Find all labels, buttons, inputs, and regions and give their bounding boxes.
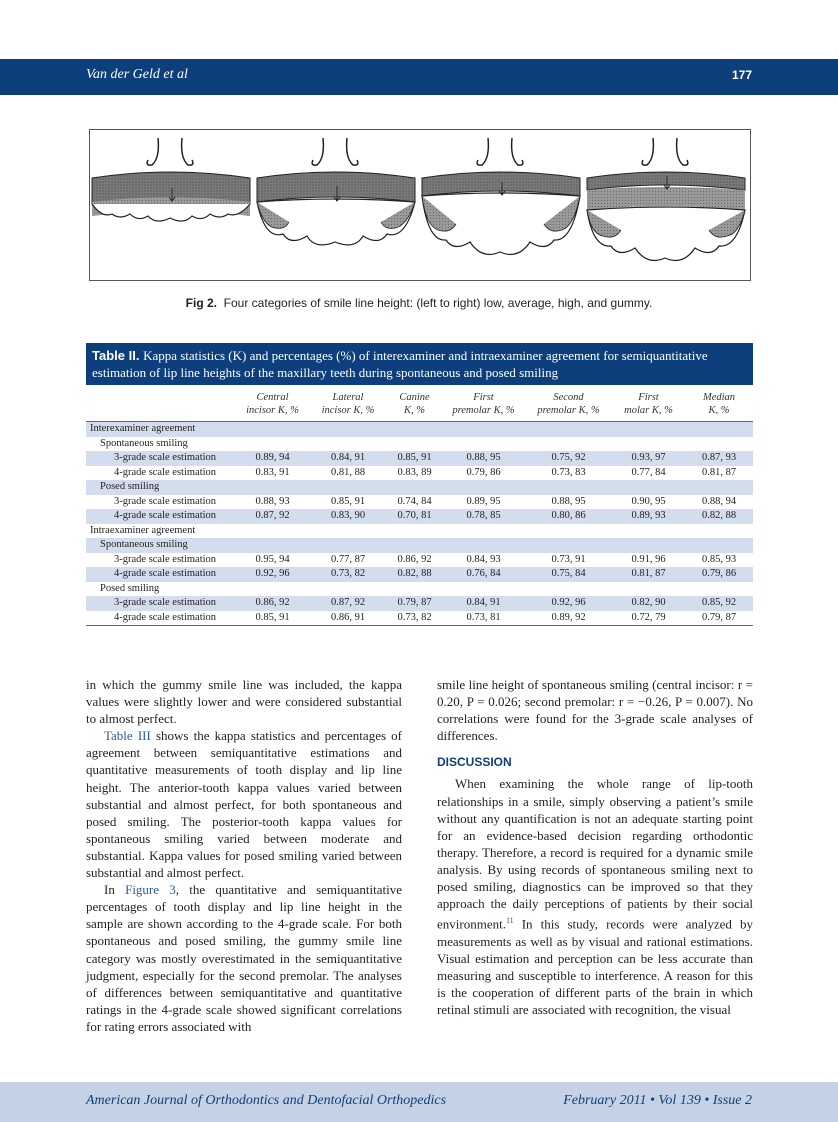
table-row: [86, 437, 753, 452]
table-row: [86, 422, 753, 437]
footer-issue: February 2011 • Vol 139 • Issue 2: [563, 1093, 752, 1108]
table-row: [86, 567, 753, 582]
header-author: Van der Geld et al: [86, 67, 188, 82]
section-heading: DISCUSSION: [437, 755, 512, 770]
table-cell: 0.82, 88: [387, 567, 442, 582]
table-link[interactable]: Table III: [104, 728, 151, 744]
table-cell: 0.85, 93: [701, 553, 737, 565]
table-cell: [236, 538, 309, 553]
table-cell: 0.88, 95: [551, 495, 586, 507]
table-cell: 0.72, 79: [612, 611, 685, 626]
table-cell: [612, 538, 685, 553]
row-label: Spontaneous smiling: [86, 538, 236, 553]
table-cell: 0.85, 91: [387, 451, 442, 466]
kappa-table: [86, 386, 753, 626]
table-cell: [387, 538, 442, 553]
table-cell: 0.79, 86: [685, 567, 753, 582]
table-cell: 0.92, 96: [236, 567, 309, 582]
col-header: Central incisor K, %: [246, 392, 299, 416]
table-cell: 0.81, 88: [330, 466, 366, 478]
table-cell: [612, 422, 685, 437]
figure-caption-label: Fig 2.: [185, 296, 217, 310]
kappa-table-container: [86, 343, 753, 626]
table-cell: 0.77, 84: [631, 466, 666, 478]
body-column-left: [86, 676, 402, 1035]
table-cell: 0.89, 95: [466, 495, 501, 507]
page-number: 177: [731, 68, 752, 82]
row-label: 4-grade scale estimation: [86, 509, 236, 524]
table-cell: 0.74, 84: [397, 495, 432, 507]
col-header: First molar K, %: [624, 392, 673, 416]
row-label: 3-grade scale estimation: [86, 451, 236, 466]
table-cell: [525, 437, 612, 452]
table-cell: [685, 524, 753, 539]
table-cell: [387, 480, 442, 495]
table-cell: [442, 437, 525, 452]
table-cell: [387, 437, 442, 452]
table-cell: 0.73, 91: [551, 553, 586, 565]
table-header-row: [86, 386, 753, 422]
col-header: Canine K, %: [399, 392, 430, 416]
table-cell: [442, 582, 525, 597]
table-cell: 0.73, 81: [442, 611, 525, 626]
table-cell: 0.87, 92: [309, 596, 387, 611]
table-cell: 0.86, 92: [236, 596, 309, 611]
table-row: [86, 596, 753, 611]
paragraph: In Figure 3, the quantitative and semiquantitative percentages of tooth display and lip line height in the sample are shown according to the 4-grade scale. For both spontaneous and posed smiling, the gummy smile line category was mostly overestimated in the semiquantitative judgment, especially for the second premolar. The analyses of differences between semiquantitative and quantitative ratings in the 4-grade scale showed significant correlations for rating errors associated with: [86, 882, 402, 1034]
table-cell: 0.73, 82: [309, 567, 387, 582]
table-cell: [309, 582, 387, 597]
smile-line-illustration: [90, 130, 750, 280]
row-label: 3-grade scale estimation: [86, 596, 236, 611]
table-row: [86, 582, 753, 597]
table-cell: [309, 524, 387, 539]
table-row: [86, 611, 753, 626]
table-row: [86, 524, 753, 539]
table-cell: [309, 422, 387, 437]
body-column-right: [437, 676, 753, 1018]
table-cell: [309, 437, 387, 452]
row-label: Interexaminer agreement: [86, 422, 236, 437]
table-cell: 0.88, 94: [701, 495, 737, 507]
table-cell: [685, 437, 753, 452]
row-label: Intraexaminer agreement: [90, 524, 196, 536]
figure-link[interactable]: Figure 3: [125, 882, 176, 898]
panel-low: [92, 138, 250, 221]
table-cell: [387, 422, 442, 437]
table-cell: 0.73, 82: [387, 611, 442, 626]
paragraph: When examining the whole range of lip-tooth relationships in a smile, simply observing a patient’s smile without any quantification is not an adequate starting point for an evidence-based decision regarding orthodontic therapy. Therefore, a record is required for a dynamic smile analysis. By using records of spontaneous smiling next to posed smiling, diagnostics can be improved so that they approach the daily perceptions of patients by their social environment.$^{11}$ In this study, records were analyzed by measurements as well as by visual and rational estimations. Visual estimation and perception can be less accurate than measuring and susceptible to interference. A reason for this is the cooperation of different parts of the brain in which retinal stimuli are associated with recognition, the visual: [437, 776, 753, 1018]
panel-gummy: [587, 138, 745, 260]
table-cell: 0.81, 87: [701, 466, 737, 478]
paragraph: in which the gummy smile line was included, the kappa values were slightly lower and were considered substantial to almost perfect.: [86, 677, 402, 727]
table-cell: 0.95, 94: [255, 553, 290, 565]
figure-caption-text: Four categories of smile line height: (left to right) low, average, high, and gummy.: [223, 296, 653, 310]
table-cell: 0.79, 86: [466, 466, 501, 478]
table-header-label: [86, 386, 236, 422]
table-cell: [612, 582, 685, 597]
table-row: [86, 480, 753, 495]
col-header: Second premolar K, %: [537, 392, 600, 416]
table-cell: [612, 437, 685, 452]
table-cell: [525, 538, 612, 553]
footer-journal: American Journal of Orthodontics and Dentofacial Orthopedics: [86, 1093, 447, 1108]
table-cell: [236, 422, 309, 437]
table-caption-text: Kappa statistics (K) and percentages (%) of interexaminer and intraexaminer agreement for semiquantitative estimation of lip line heights of the maxillary teeth during spontaneous and posed smiling: [92, 348, 708, 380]
table-cell: [442, 538, 525, 553]
table-cell: [442, 480, 525, 495]
table-cell: [525, 480, 612, 495]
table-cell: 0.79, 87: [685, 611, 753, 626]
table-cell: 0.79, 87: [387, 596, 442, 611]
table-cell: [525, 582, 612, 597]
table-cell: 0.75, 92: [525, 451, 612, 466]
table-cell: 0.70, 81: [387, 509, 442, 524]
row-label: 4-grade scale estimation: [86, 567, 236, 582]
table-cell: 0.76, 84: [442, 567, 525, 582]
row-label: 3-grade scale estimation: [114, 495, 217, 507]
table-row: [86, 509, 753, 524]
row-label: 3-grade scale estimation: [114, 553, 217, 565]
table-cell: 0.77, 87: [330, 553, 366, 565]
table-cell: [685, 480, 753, 495]
table-cell: [612, 524, 685, 539]
table-cell: 0.87, 92: [236, 509, 309, 524]
table-cell: 0.90, 95: [631, 495, 666, 507]
table-cell: 0.81, 87: [612, 567, 685, 582]
table-cell: [387, 524, 442, 539]
running-footer: [0, 1082, 838, 1122]
table-cell: [612, 480, 685, 495]
table-cell: 0.83, 89: [397, 466, 432, 478]
figure-caption: [0, 296, 838, 310]
table-cell: [236, 480, 309, 495]
table-cell: 0.73, 83: [551, 466, 586, 478]
table-cell: 0.80, 86: [525, 509, 612, 524]
table-cell: 0.83, 91: [255, 466, 290, 478]
table-cell: [236, 582, 309, 597]
table-row: [86, 466, 753, 481]
reference-link[interactable]: 11: [505, 916, 514, 926]
table-cell: 0.83, 90: [309, 509, 387, 524]
table-cell: [309, 480, 387, 495]
col-header: First premolar K, %: [452, 392, 515, 416]
col-header: Lateral incisor K, %: [321, 392, 375, 416]
table-cell: [685, 422, 753, 437]
table-cell: 0.89, 94: [236, 451, 309, 466]
row-label: Posed smiling: [100, 582, 160, 594]
table-cell: 0.86, 92: [397, 553, 432, 565]
table-row: [86, 495, 753, 510]
table-row: [86, 538, 753, 553]
table-cell: [309, 538, 387, 553]
table-cell: 0.89, 93: [612, 509, 685, 524]
table-cell: 0.93, 97: [612, 451, 685, 466]
table-cell: [442, 422, 525, 437]
table-caption: [86, 343, 753, 385]
table-cell: [685, 582, 753, 597]
table-cell: 0.85, 91: [236, 611, 309, 626]
table-cell: [525, 422, 612, 437]
table-cell: 0.82, 90: [612, 596, 685, 611]
table-row: [86, 553, 753, 568]
row-label: Posed smiling: [86, 480, 236, 495]
row-label: 4-grade scale estimation: [86, 611, 236, 626]
row-label: Spontaneous smiling: [100, 437, 188, 449]
running-header: [0, 59, 838, 95]
table-cell: 0.85, 92: [685, 596, 753, 611]
table-cell: 0.75, 84: [525, 567, 612, 582]
table-cell: [236, 524, 309, 539]
panel-high: [422, 138, 580, 254]
table-cell: 0.89, 92: [525, 611, 612, 626]
table-cell: 0.84, 91: [309, 451, 387, 466]
table-caption-label: Table II.: [92, 348, 140, 363]
table-cell: [387, 582, 442, 597]
table-cell: 0.84, 93: [466, 553, 501, 565]
table-cell: 0.91, 96: [631, 553, 666, 565]
table-row: [86, 451, 753, 466]
smile-line-figure: [89, 129, 751, 281]
table-cell: 0.87, 93: [685, 451, 753, 466]
panel-average: [257, 138, 415, 245]
paragraph: smile line height of spontaneous smiling (central incisor: r = 0.20, P = 0.026; second premolar: r = −0.26, P = 0.007). No correlations were found for the 3-grade scale analyses of differences.: [437, 677, 753, 744]
table-cell: 0.88, 95: [442, 451, 525, 466]
table-cell: 0.85, 91: [330, 495, 366, 507]
table-cell: 0.82, 88: [685, 509, 753, 524]
paragraph: Table III shows the kappa statistics and percentages of agreement between semiquantitative estimations and quantitative measurements of tooth display and lip line height. The anterior-tooth kappa values varied between substantial and almost perfect, for both spontaneous and posed smiling. The posterior-tooth kappa values for spontaneous smiling varied between moderate and substantial. Kappa values for posed smiling varied between substantial and almost perfect.: [86, 728, 402, 881]
table-cell: [442, 524, 525, 539]
table-cell: 0.92, 96: [525, 596, 612, 611]
table-cell: 0.84, 91: [442, 596, 525, 611]
table-cell: [236, 437, 309, 452]
table-cell: 0.78, 85: [442, 509, 525, 524]
table-cell: [525, 524, 612, 539]
col-header: Median K, %: [702, 392, 736, 416]
table-cell: 0.86, 91: [309, 611, 387, 626]
row-label: 4-grade scale estimation: [114, 466, 217, 478]
table-cell: 0.88, 93: [255, 495, 290, 507]
table-cell: [685, 538, 753, 553]
